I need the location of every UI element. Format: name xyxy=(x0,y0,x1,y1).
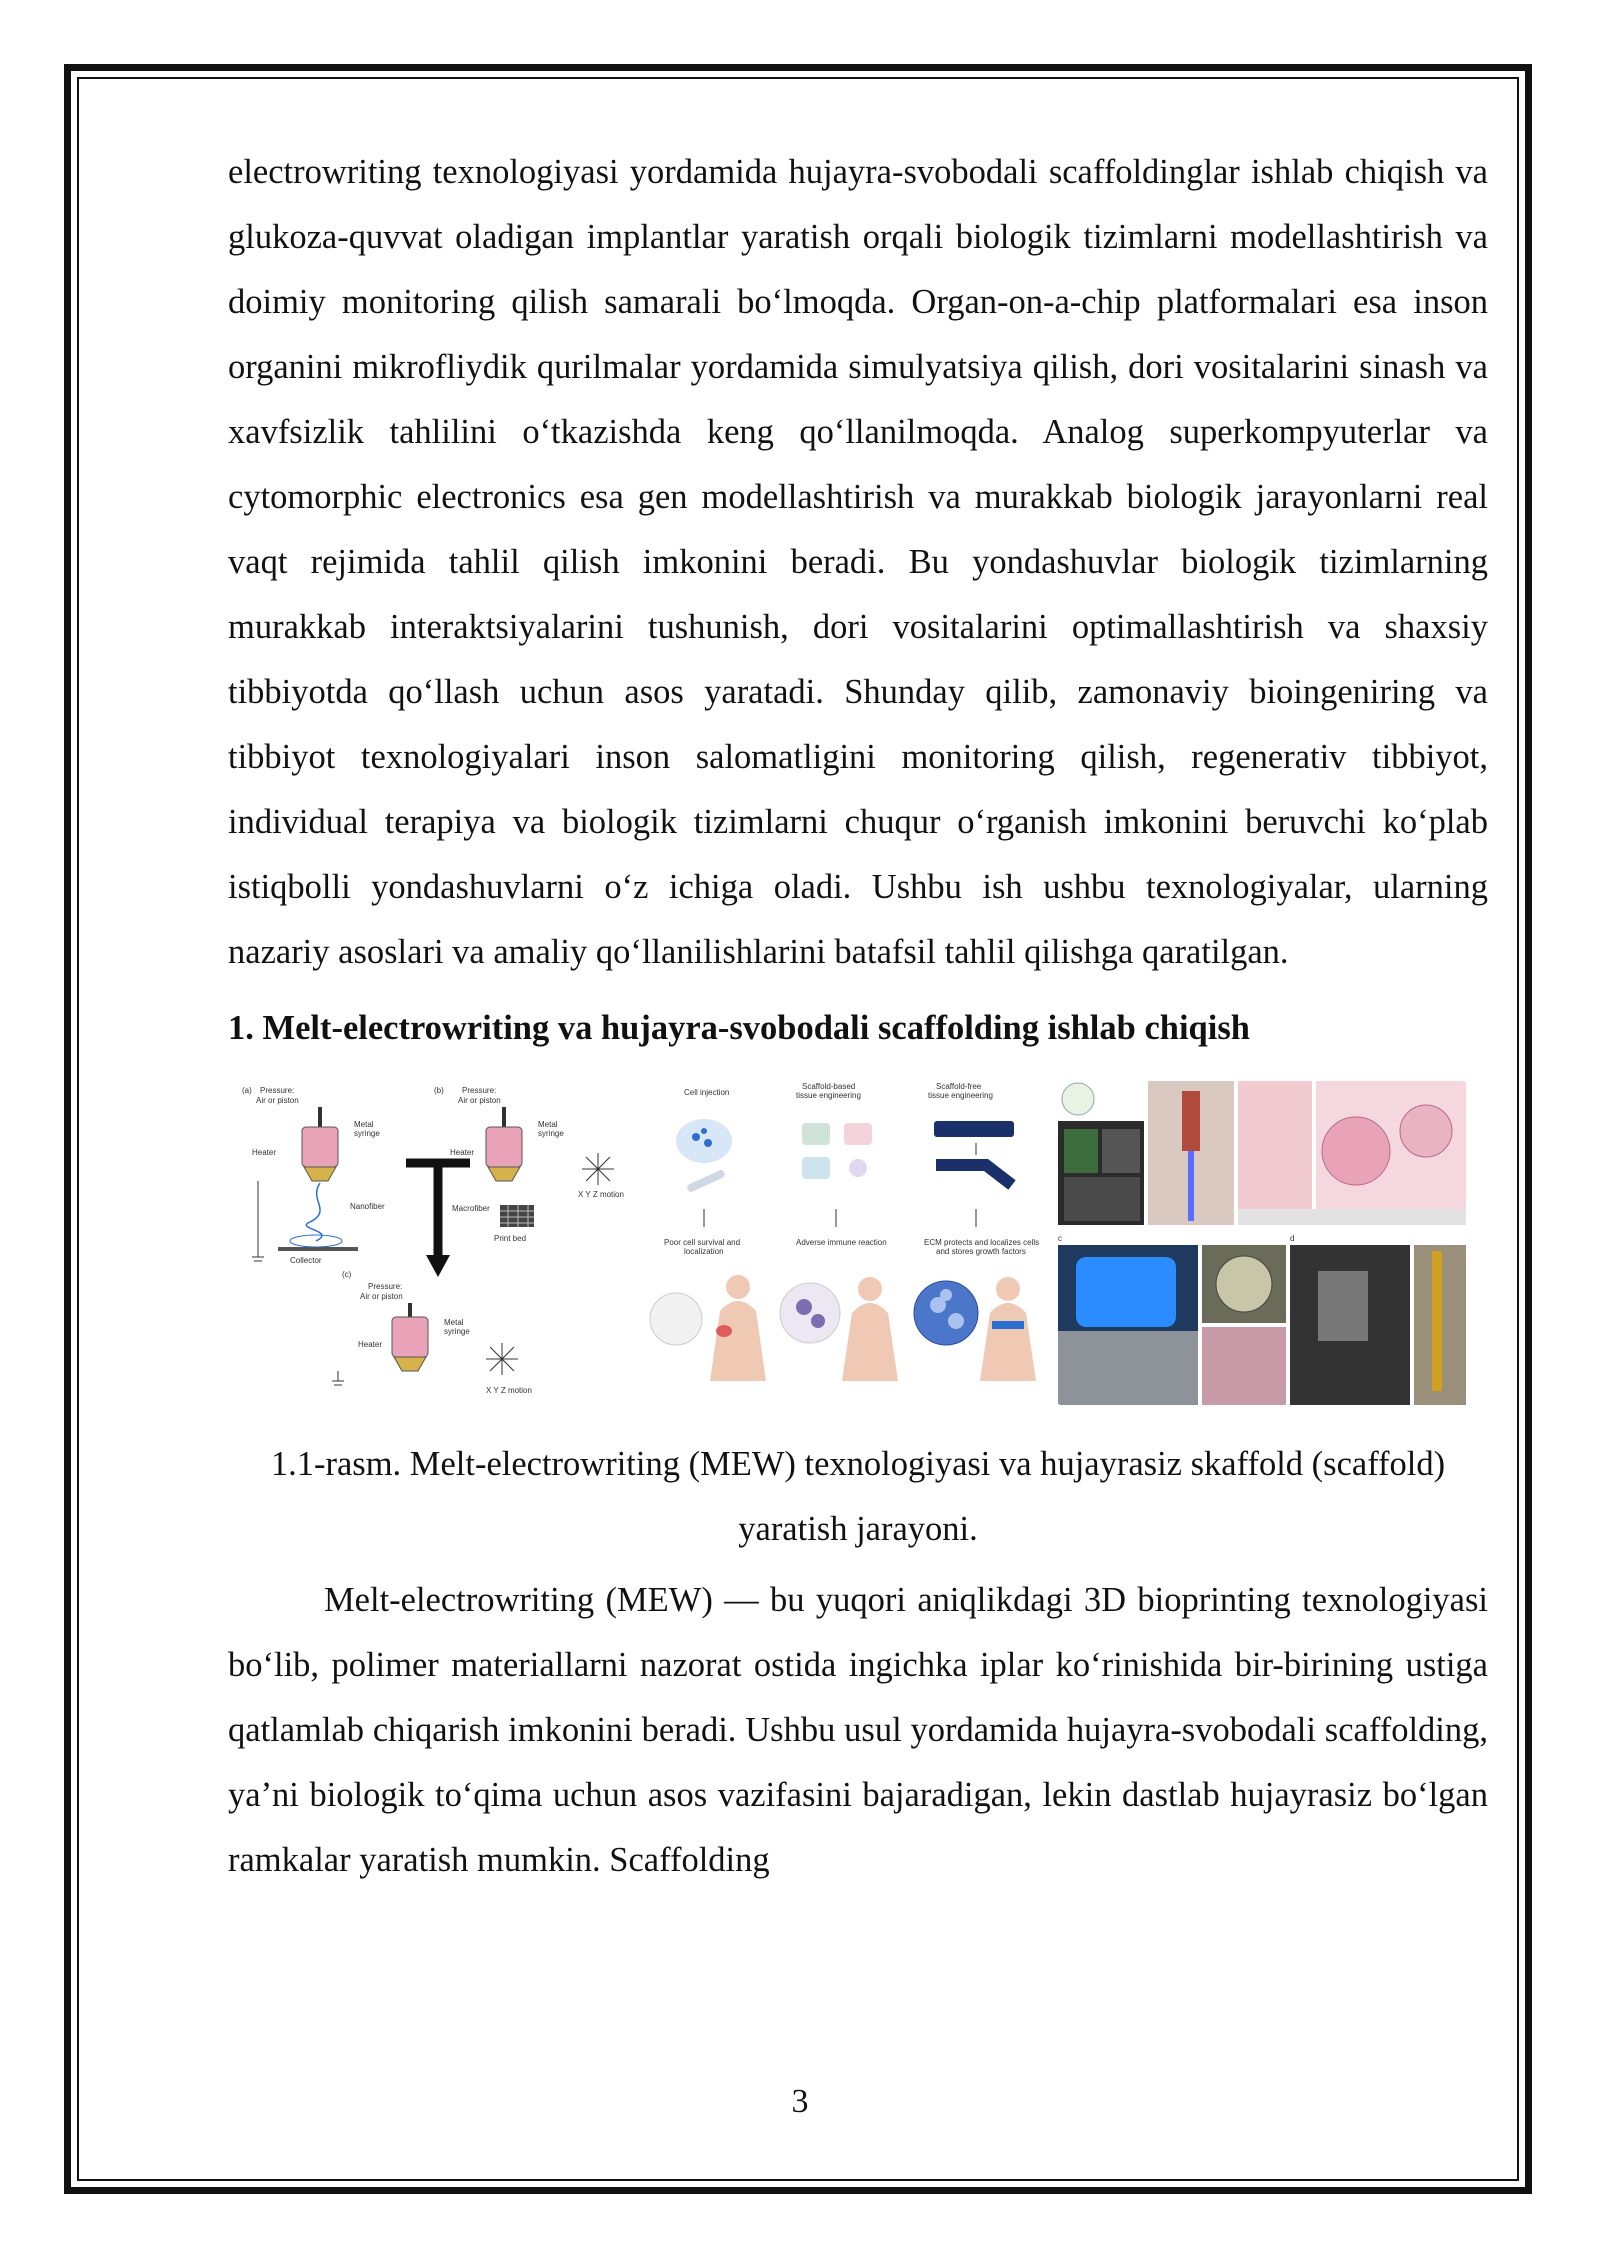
section-heading: 1. Melt-electrowriting va hujayra-svobodali scaffolding ishlab chiqish xyxy=(228,1009,1250,1047)
photo-grid xyxy=(1102,1129,1140,1173)
photo-device-base xyxy=(1058,1331,1198,1405)
label-xyz-b: X Y Z motion xyxy=(578,1190,624,1199)
paragraph-2: Melt-electrowriting (MEW) — bu yuqori aniqlikdagi 3D bioprinting texnologiyasi boʻlib, polimer materiallarni nazorat ostida ingichka iplar koʻrinishida bir-birining ustiga qatlamlab chiqarish imkonini beradi. Ushbu usul yordamida hujayra-svobodali scaffolding, yaʼni biologik toʻqima uchun asos vazifasini bajaradigan, lekin dastlab hujayrasiz boʻlgan ramkalar yaratish mumkin. Scaffolding xyxy=(228,1581,1488,1879)
piston-rod-a xyxy=(318,1107,322,1129)
figure-panel-mew-schematic xyxy=(238,1081,638,1406)
nozzle-b xyxy=(488,1167,520,1181)
patient-figure-1 xyxy=(710,1301,766,1381)
photo-tissue-sample xyxy=(1202,1327,1286,1405)
label-metal-a2: syringe xyxy=(354,1129,380,1138)
figure-panel-photo-collage xyxy=(1056,1081,1470,1406)
label-scaffold-based-2: tissue engineering xyxy=(796,1091,861,1100)
label-scaffold-free-2: tissue engineering xyxy=(928,1091,993,1100)
xyz-motion-icon-b xyxy=(582,1153,614,1185)
photo-tissue-1 xyxy=(1238,1081,1312,1225)
scaffold-block-1 xyxy=(802,1123,830,1145)
piston-rod-b xyxy=(502,1107,506,1129)
label-air-piston-b: Air or piston xyxy=(458,1096,501,1105)
ground-c xyxy=(332,1371,344,1385)
patient-figure-2 xyxy=(842,1303,898,1381)
label-xyz-c: X Y Z motion xyxy=(486,1386,532,1395)
panel-label-b: (b) xyxy=(434,1086,444,1095)
photo-collage xyxy=(1056,1081,1470,1406)
scaffold-block-3 xyxy=(802,1157,830,1179)
mew-schematic-diagram xyxy=(238,1081,638,1406)
label-metal-a1: Metal xyxy=(354,1120,374,1129)
cell-cluster-injection xyxy=(676,1119,732,1163)
cell-sheet-1 xyxy=(934,1121,1014,1137)
ground-a xyxy=(252,1181,264,1261)
collector-plate xyxy=(278,1247,358,1251)
implant-band xyxy=(992,1321,1024,1329)
patient-head-1 xyxy=(726,1275,750,1299)
label-outcome-3b: and stores growth factors xyxy=(936,1247,1026,1256)
panel-label-d-photo: d xyxy=(1290,1234,1295,1243)
panel-label-c: (c) xyxy=(342,1270,352,1279)
figure-caption: 1.1-rasm. Melt-electrowriting (MEW) texnologiyasi va hujayrasiz skaffold (scaffold) yaratish jarayoni. xyxy=(270,1445,1446,1548)
fiber-jet-a xyxy=(306,1183,322,1241)
figure-1-1 xyxy=(238,1081,1470,1406)
label-metal-c2: syringe xyxy=(444,1327,470,1336)
panel-label-a: (a) xyxy=(242,1086,252,1095)
photo-tissue-magnify xyxy=(1322,1117,1390,1185)
flow-arrow-head xyxy=(426,1255,450,1277)
printed-lattice xyxy=(500,1205,534,1227)
label-cell-injection: Cell injection xyxy=(684,1088,730,1097)
cell-sheet-2 xyxy=(936,1165,1012,1185)
label-macrofiber: Macrofiber xyxy=(452,1204,490,1213)
paragraph-1: electrowriting texnologiyasi yordamida hujayra-svobodali scaffoldinglar ishlab chiqish va glukoza-quvvat oladigan implantlar yaratish orqali biologik tizimlarni modellashtirish va doimiy monitoring qilish samarali boʻlmoqda. Organ-on-a-chip platformalari esa inson organini mikrofliydik qurilmalar yordamida simulyatsiya qilish, dori vositalarini sinash va xavfsizlik tahlilini oʻtkazishda keng qoʻllanilmoqda. Analog superkompyuterlar va cytomorphic electronics esa gen modellashtirish va murakkab biologik jarayonlarni real vaqt rejimida tahlil qilish imkonini beradi. Bu yondashuvlar biologik tizimlarning murakkab interaktsiyalarini tushunish, dori vositalarini optimallashtirish va shaxsiy tibbiyotda qoʻllash uchun asos yaratadi. Shunday qilib, zamonaviy bioingeniring va tibbiyot texnologiyalari inson salomatligini monitoring qilish, regenerativ tibbiyot, individual terapiya va biologik tizimlarni chuqur oʻrganish imkonini beruvchi koʻplab istiqbolli yondashuvlarni oʻz ichiga oladi. Ushbu ish ushbu texnologiyalar, ularning nazariy asoslari va amaliy qoʻllanilishlarini batafsil tahlil qilishga qaratilgan. xyxy=(228,153,1488,971)
nozzle-c xyxy=(394,1357,426,1371)
label-scaffold-based-1: Scaffold-based xyxy=(802,1082,856,1091)
scaffold-block-2 xyxy=(844,1123,872,1145)
label-pressure-b: Pressure: xyxy=(462,1086,497,1095)
label-outcome-1a: Poor cell survival and xyxy=(664,1238,741,1247)
label-air-piston-a: Air or piston xyxy=(256,1096,299,1105)
photo-well-circle xyxy=(1216,1256,1272,1312)
photo-needle xyxy=(1432,1251,1442,1391)
cell-magnify-1 xyxy=(650,1293,702,1345)
label-heater-c: Heater xyxy=(358,1340,383,1349)
panel-label-c-photo: c xyxy=(1058,1234,1062,1243)
page-number: 3 xyxy=(791,2083,809,2120)
nozzle-a xyxy=(304,1167,336,1181)
label-air-piston-c: Air or piston xyxy=(360,1292,403,1301)
syringe-a xyxy=(302,1127,338,1167)
label-pressure-a: Pressure: xyxy=(260,1086,295,1095)
photo-device-head xyxy=(1076,1257,1176,1327)
photo-sem xyxy=(1064,1177,1140,1221)
patient-head-3 xyxy=(996,1277,1020,1301)
label-outcome-3a: ECM protects and localizes cells xyxy=(924,1238,1040,1247)
photo-apparatus-body xyxy=(1318,1271,1368,1341)
label-outcome-1b: localization xyxy=(684,1247,724,1256)
label-outcome-2: Adverse immune reaction xyxy=(796,1238,887,1247)
label-nanofiber: Nanofiber xyxy=(350,1202,385,1211)
xyz-motion-icon-c xyxy=(486,1343,518,1375)
photo-inset-circle xyxy=(1062,1083,1094,1115)
label-metal-b1: Metal xyxy=(538,1120,558,1129)
syringe-injection xyxy=(686,1169,726,1193)
photo-nozzle xyxy=(1182,1091,1200,1151)
patient-figure-3 xyxy=(980,1303,1036,1381)
label-metal-b2: syringe xyxy=(538,1129,564,1138)
label-print-bed: Print bed xyxy=(494,1234,527,1243)
patient-head-2 xyxy=(858,1277,882,1301)
page-content xyxy=(228,140,1488,1893)
injury-site-1 xyxy=(716,1325,732,1337)
cell-magnify-2 xyxy=(780,1283,840,1343)
label-metal-c1: Metal xyxy=(444,1318,464,1327)
label-collector: Collector xyxy=(290,1256,322,1265)
syringe-c xyxy=(392,1317,428,1357)
label-heater-b: Heater xyxy=(450,1148,475,1157)
syringe-b xyxy=(486,1127,522,1167)
figure-panel-scaffold-comparison xyxy=(646,1081,1048,1406)
photo-tissue-magnify-2 xyxy=(1400,1105,1452,1157)
down-arrows xyxy=(704,1209,976,1227)
label-pressure-c: Pressure: xyxy=(368,1282,403,1291)
scaffold-comparison-diagram xyxy=(646,1081,1048,1406)
photo-fluorescence xyxy=(1064,1129,1098,1173)
photo-scale-strip xyxy=(1238,1209,1466,1225)
label-scaffold-free-1: Scaffold-free xyxy=(936,1082,982,1091)
label-heater-a: Heater xyxy=(252,1148,277,1157)
scaffold-block-4 xyxy=(849,1159,867,1177)
